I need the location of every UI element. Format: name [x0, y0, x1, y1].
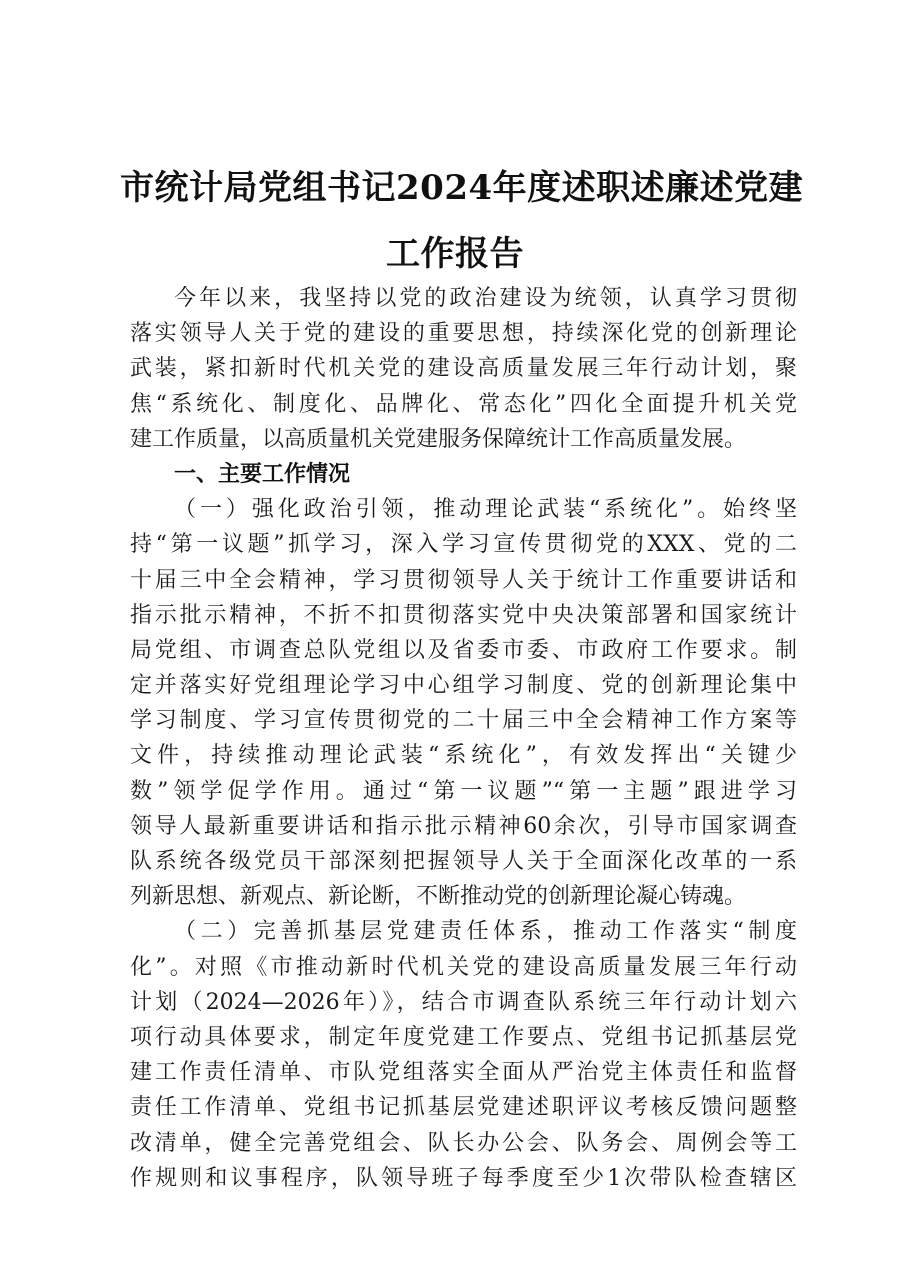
paragraph-line: 武装，紧扣新时代机关党的建设高质量发展三年行动计划，聚	[130, 356, 797, 382]
paragraph-line: 焦“系统化、制度化、品牌化、常态化”四化全面提升机关党	[130, 391, 797, 417]
section-heading: 一、主要工作情况	[174, 461, 351, 487]
paragraph-line: 责任工作清单、党组书记抓基层党建述职评议考核反馈问题整	[130, 1095, 797, 1121]
document-title-line-1: 市统计局党组书记2024年度述职述廉述党建	[120, 168, 804, 208]
paragraph-line: 持“第一议题”抓学习，深入学习宣传贯彻党的XXX、党的二	[130, 532, 797, 558]
paragraph-line: 指示批示精神，不折不扣贯彻落实党中央决策部署和国家统计	[130, 602, 797, 628]
paragraph-line: 队系统各级党员干部深刻把握领导人关于全面深化改革的一系	[130, 849, 797, 874]
paragraph-line: 作规则和议事程序，队领导班子每季度至少1次带队检查辖区	[130, 1165, 797, 1191]
document-title-line-2: 工作报告	[386, 234, 524, 274]
paragraph-line: 建工作质量，以高质量机关党建服务保障统计工作高质量发展。	[130, 426, 747, 452]
paragraph-line: 落实领导人关于党的建设的重要思想，持续深化党的创新理论	[130, 321, 797, 347]
paragraph-line: 数”领学促学作用。通过“第一议题”“第一主题”跟进学习	[130, 778, 797, 804]
paragraph-line: 领导人最新重要讲话和指示批示精神60余次，引导市国家调查	[130, 813, 797, 839]
paragraph-line: 学习制度、学习宣传贯彻党的二十届三中全会精神工作方案等	[130, 708, 797, 734]
paragraph-line: 化”。对照《市推动新时代机关党的建设高质量发展三年行动	[130, 954, 797, 980]
document-body	[130, 281, 797, 1196]
paragraph-line: 今年以来，我坚持以党的政治建设为统领，认真学习贯彻	[174, 286, 797, 311]
paragraph-line: 文件，持续推动理论武装“系统化”，有效发挥出“关键少	[130, 743, 797, 769]
paragraph-line: 改清单，健全完善党组会、队长办公会、队务会、周例会等工	[130, 1130, 797, 1156]
paragraph-line: （二）完善抓基层党建责任体系，推动工作落实“制度	[174, 919, 797, 945]
paragraph-line: 项行动具体要求，制定年度党建工作要点、党组书记抓基层党	[130, 1024, 797, 1050]
paragraph-line: （一）强化政治引领，推动理论武装“系统化”。始终坚	[174, 497, 797, 523]
paragraph-line: 列新思想、新观点、新论断，不断推动党的创新理论凝心铸魂。	[130, 884, 747, 910]
paragraph-line: 局党组、市调查总队党组以及省委市委、市政府工作要求。制	[130, 637, 797, 663]
paragraph-line: 十届三中全会精神，学习贯彻领导人关于统计工作重要讲话和	[130, 567, 797, 593]
paragraph-line: 计划（2024—2026年）》，结合市调查队系统三年行动计划六	[130, 989, 797, 1015]
paragraph-line: 建工作责任清单、市队党组落实全面从严治党主体责任和监督	[130, 1060, 797, 1086]
paragraph-line: 定并落实好党组理论学习中心组学习制度、党的创新理论集中	[130, 673, 797, 699]
